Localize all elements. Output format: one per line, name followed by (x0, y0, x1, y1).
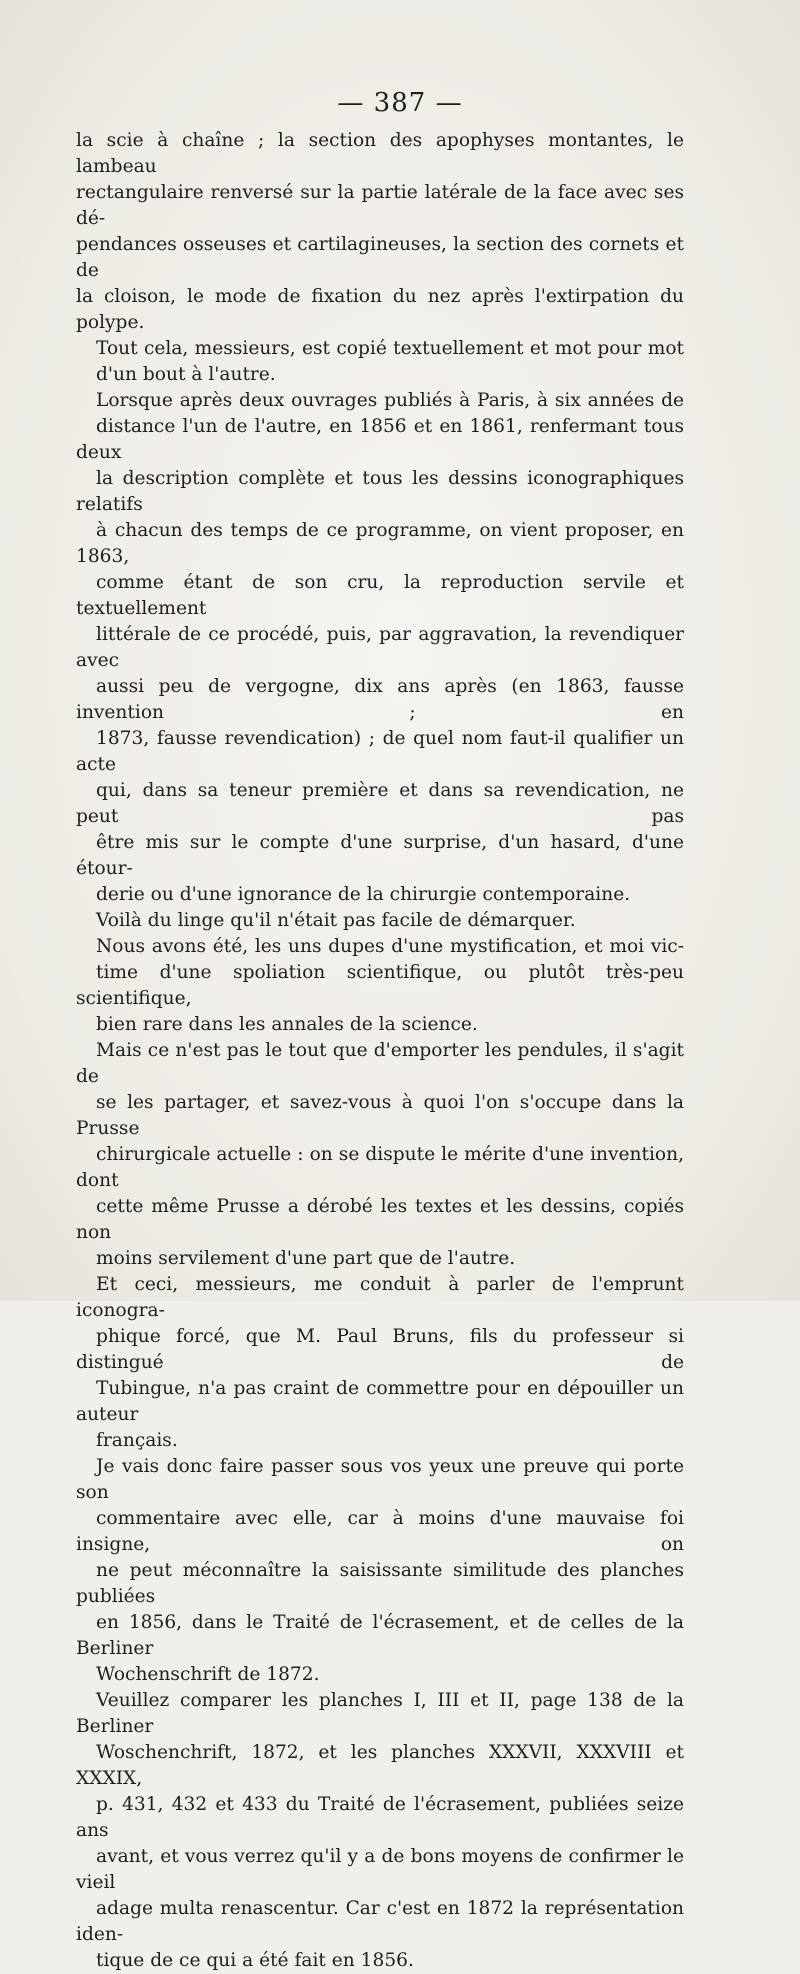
text-line: à chacun des temps de ce programme, on vient proposer, en 1863, (76, 520, 684, 567)
text-line: être mis sur le compte d'une surprise, d'un hasard, d'une étour- (76, 832, 684, 879)
text-line: bien rare dans les annales de la science. (96, 1014, 478, 1035)
text-line: p. 431, 432 et 433 du Traité de l'écrasement, publiées seize ans (76, 1794, 684, 1841)
body-text (76, 128, 684, 1974)
text-line: qui, dans sa teneur première et dans sa revendication, ne peut pas (76, 780, 684, 827)
paragraph (76, 1688, 684, 1974)
text-line: commentaire avec elle, car à moins d'une mauvaise foi insigne, on (76, 1508, 684, 1555)
text-line: ne peut méconnaître la saisissante similitude des planches publiées (76, 1560, 684, 1607)
text-line: Lorsque après deux ouvrages publiés à Paris, à six années de (96, 390, 684, 411)
text-line: derie ou d'une ignorance de la chirurgie contemporaine. (96, 884, 631, 905)
text-line: Tubingue, n'a pas craint de commettre pour en dépouiller un auteur (76, 1378, 684, 1425)
text-line: pendances osseuses et cartilagineuses, la section des cornets et de (76, 234, 684, 281)
text-line: Wochenschrift de 1872. (96, 1664, 320, 1685)
text-line: rectangulaire renversé sur la partie latérale de la face avec ses dé- (76, 182, 684, 229)
text-line: Voilà du linge qu'il n'était pas facile de démarquer. (96, 910, 576, 931)
paragraph (76, 934, 684, 1038)
text-line: phique forcé, que M. Paul Bruns, fils du professeur si distingué de (76, 1326, 684, 1373)
page-number: — 387 — (337, 88, 463, 118)
paragraph (76, 908, 684, 934)
text-line: moins servilement d'une part que de l'autre. (96, 1248, 516, 1269)
text-line: la cloison, le mode de fixation du nez après l'extirpation du polype. (76, 286, 684, 333)
paragraph (76, 388, 684, 908)
text-line: aussi peu de vergogne, dix ans après (en 1863, fausse invention ; en (76, 676, 684, 723)
text-line: se les partager, et savez-vous à quoi l'on s'occupe dans la Prusse (76, 1092, 684, 1139)
text-line: d'un bout à l'autre. (96, 364, 276, 385)
text-line: tique de ce qui a été fait en 1856. (96, 1950, 414, 1971)
text-line: la description complète et tous les dessins iconographiques relatifs (76, 468, 684, 515)
paragraph (76, 1454, 684, 1688)
paragraph (76, 336, 684, 388)
text-line: chirurgicale actuelle : on se dispute le mérite d'une invention, dont (76, 1144, 684, 1191)
text-line: Nous avons été, les uns dupes d'une mystification, et moi vic- (96, 936, 684, 957)
paragraph (76, 1038, 684, 1272)
text-line: français. (96, 1430, 178, 1451)
text-line: 1873, fausse revendication) ; de quel nom faut-il qualifier un acte (76, 728, 684, 775)
text-line: Woschenchrift, 1872, et les planches XXXVII, XXXVIII et XXXIX, (76, 1742, 684, 1789)
text-line: Veuillez comparer les planches I, III et II, page 138 de la Berliner (76, 1690, 684, 1737)
text-line: en 1856, dans le Traité de l'écrasement, et de celles de la Berliner (76, 1612, 684, 1659)
text-line: la scie à chaîne ; la section des apophyses montantes, le lambeau (76, 130, 684, 177)
text-line: Mais ce n'est pas le tout que d'emporter les pendules, il s'agit de (76, 1040, 684, 1087)
text-line: distance l'un de l'autre, en 1856 et en 1861, renfermant tous deux (76, 416, 684, 463)
text-line: cette même Prusse a dérobé les textes et les dessins, copiés non (76, 1196, 684, 1243)
text-line: Et ceci, messieurs, me conduit à parler de l'emprunt iconogra- (76, 1274, 684, 1321)
text-line: Je vais donc faire passer sous vos yeux une preuve qui porte son (76, 1456, 684, 1503)
text-line: littérale de ce procédé, puis, par aggravation, la revendiquer avec (76, 624, 684, 671)
text-line: time d'une spoliation scientifique, ou plutôt très-peu scientifique, (76, 962, 684, 1009)
text-line: comme étant de son cru, la reproduction servile et textuellement (76, 572, 684, 619)
text-line: adage multa renascentur. Car c'est en 1872 la représentation iden- (76, 1898, 684, 1945)
text-line: Tout cela, messieurs, est copié textuellement et mot pour mot (96, 338, 684, 359)
text-line: avant, et vous verrez qu'il y a de bons moyens de confirmer le vieil (76, 1846, 684, 1893)
paragraph (76, 128, 684, 336)
paragraph (76, 1272, 684, 1454)
